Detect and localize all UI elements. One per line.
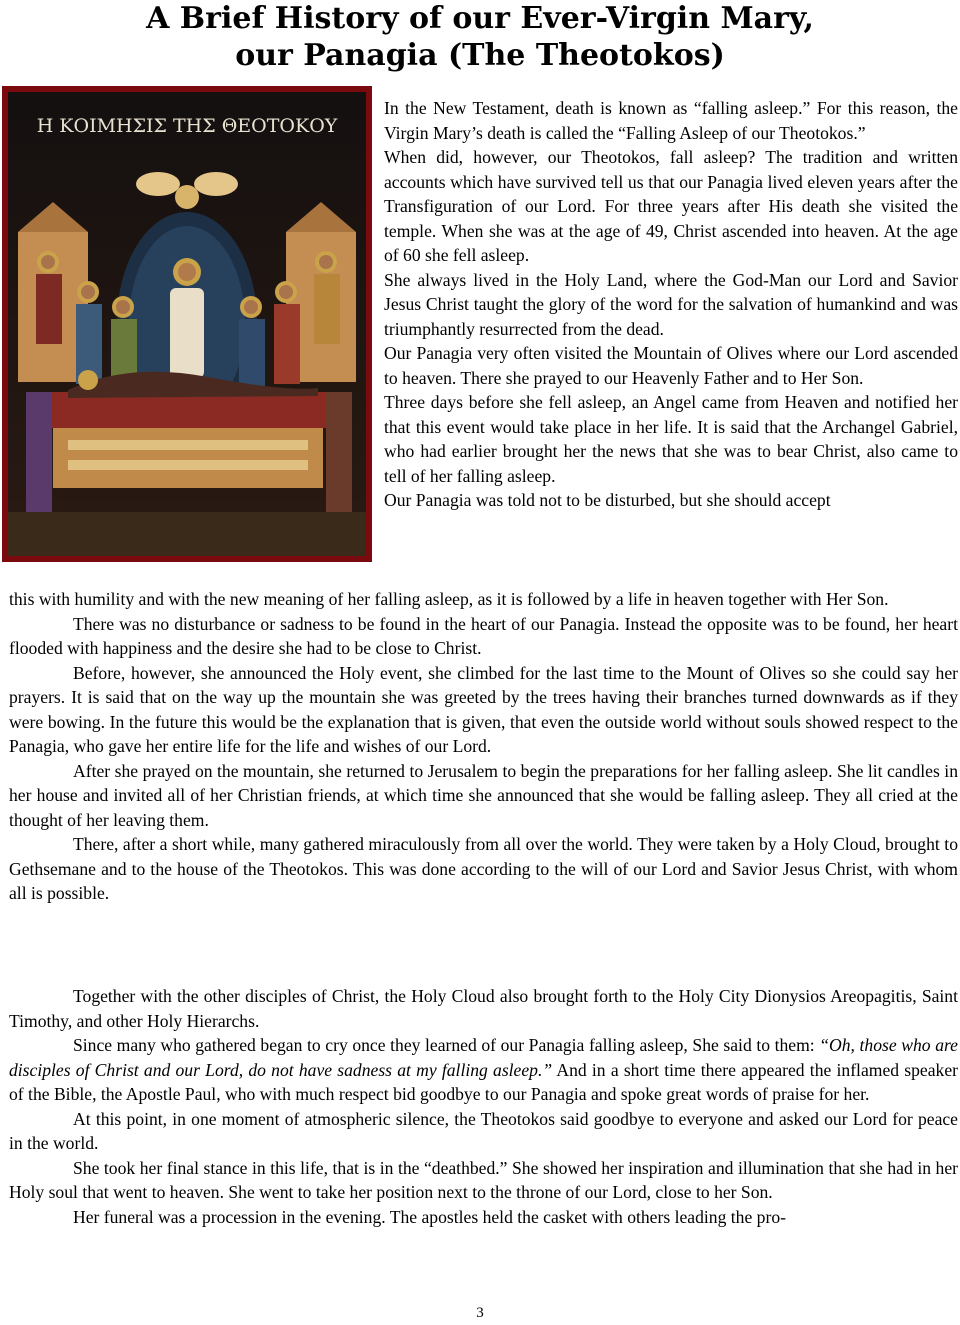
intro-paragraph-4: Our Panagia very often visited the Mountain of Olives where our Lord ascended to heaven. There she prayed to our Heavenly Father and to Her Son. — [384, 343, 958, 388]
body-paragraph-8: Her funeral was a procession in the evening. The apostles held the casket with others leading the pro- — [73, 1206, 786, 1227]
wrap-paragraph-part-1: Our Panagia was told not to be disturbed, but she should accept — [384, 490, 831, 510]
title-line-1: A Brief History of our Ever-Virgin Mary, — [146, 1, 814, 36]
intro-column — [384, 96, 958, 513]
intro-paragraph-5: Three days before she fell asleep, an Angel came from Heaven and notified her that this event would take place in her life. It is said that the Archangel Gabriel, who had earlier brought her the news that she was to bear Christ, also came to tell of her falling asleep. — [384, 392, 958, 486]
body-paragraph-5: Together with the other disciples of Christ, the Holy Cloud also brought forth to the Holy City Dionysios Areopagitis, Saint Timothy, and other Holy Hierarchs. — [9, 986, 958, 1031]
intro-paragraph-2: When did, however, our Theotokos, fall asleep? The tradition and written accounts which have survived tell us that our Panagia lived eleven years after the Transfiguration of our Lord. For three years after His death she visited the temple. When she was at the age of 49, Christ ascended into heaven. At the age of 60 she fell asleep. — [384, 147, 958, 265]
intro-paragraph-1: In the New Testament, death is known as “falling asleep.” For this reason, the Virgin Mary’s death is called the “Falling Asleep of our Theotokos.” — [384, 98, 958, 143]
body-section-2 — [9, 984, 958, 1229]
wrap-paragraph-part-2: this with humility and with the new meaning of her falling asleep, as it is followed by a life in heaven together with Her Son. — [9, 589, 889, 609]
body-paragraph-1: There was no disturbance or sadness to be found in the heart of our Panagia. Instead the opposite was to be found, her heart flooded with happiness and the desire she had to be close to Christ. — [9, 613, 958, 658]
body-paragraph-4: There, after a short while, many gathered miraculously from all over the world. They were taken by a Holy Cloud, brought to Gethsemane and to the house of the Theotokos. This was done according to the will of our Lord and Savior Jesus Christ, with whom all is possible. — [9, 834, 958, 903]
body-paragraph-2: Before, however, she announced the Holy event, she climbed for the last time to the Mount of Olives so she could say her prayers. It is said that on the way up the mountain she was greeted by the trees having their branches turned downwards as if they were bowing. In the future this would be the explanation that is given, that even the outside world without souls showed respect to the Panagia, who gave her entire life for the life and wishes of our Lord. — [9, 662, 958, 756]
intro-paragraph-3: She always lived in the Holy Land, where the God-Man our Lord and Savior Jesus Christ taught the glory of the word for the salvation of humankind and was triumphantly resurrected from the dead. — [384, 269, 958, 339]
icon-inscription: Η ΚΟΙΜΗΣΙΣ ΤΗΣ ΘΕΟΤΟΚΟΥ — [36, 115, 338, 137]
body-section-1 — [9, 587, 958, 906]
body-paragraph-6: At this point, in one moment of atmospheric silence, the Theotokos said goodbye to everyone and asked our Lord for peace in the world. — [9, 1108, 958, 1153]
body-paragraph-7: She took her final stance in this life, that is in the “deathbed.” She showed her inspiration and illumination that she had in her Holy soul that went to heaven. She went to take her position next to the throne of our Lord, close to her Son. — [9, 1157, 958, 1202]
dormition-icon-illustration — [8, 92, 366, 556]
body-paragraph-3: After she prayed on the mountain, she returned to Jerusalem to begin the preparations for her falling asleep. She lit candles in her house and invited all of her Christian friends, at which time she announced that she would be falling asleep. They all cried at the thought of her leaving them. — [9, 760, 958, 830]
page-number: 3 — [476, 1305, 484, 1321]
dormition-icon-image — [2, 86, 372, 562]
quote-paragraph-quote: “Oh, those who are disciples of Christ and our Lord, do not have sadness at my falling asleep.” — [9, 1035, 958, 1080]
title-line-2: our Panagia (The Theotokos) — [235, 38, 725, 73]
quote-paragraph — [9, 1033, 958, 1107]
quote-paragraph-before: Since many who gathered began to cry once they learned of our Panagia falling asleep, She said to them: — [73, 1035, 820, 1055]
quote-paragraph-after: And in a short time there appeared the inflamed speaker of the Bible, the Apostle Paul, who with much respect bid goodbye to our Panagia and spoke great words of praise for her. — [9, 1059, 958, 1104]
